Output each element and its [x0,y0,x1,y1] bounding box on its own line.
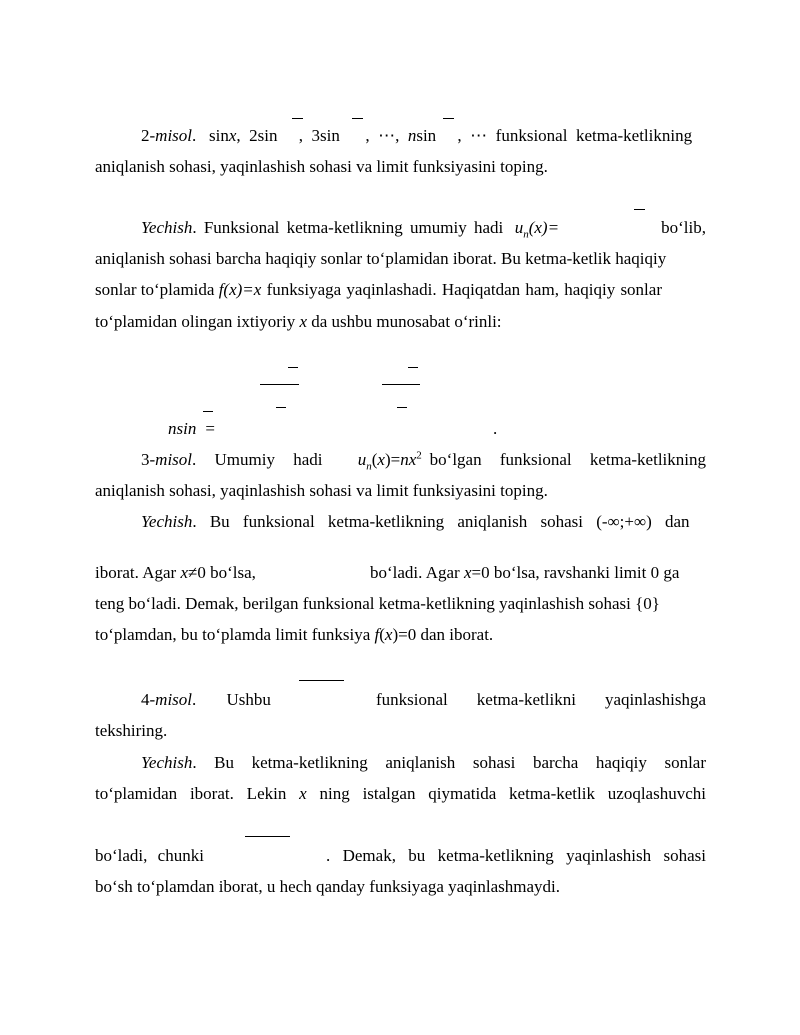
example-4-heading-tail: funksional ketma-ketlikni yaqinlashishga [376,690,706,709]
text-line: to‘plamidan iborat. Lekin x ning istalgan qiymatida ketma-ketlik uzoqlashuvchi [95,784,706,803]
formula-end: . [493,419,498,438]
solution-label: Yechish [141,512,193,531]
fraction-bar [288,367,298,368]
fraction-bar [260,384,299,385]
fraction-bar [382,384,420,385]
example-2-heading-line: 2-misol. sinx, 2sin , 3sin , ⋯, nsin , ⋯ funksional ketma-ketlikning [141,126,693,145]
text-line: aniqlanish sohasi barcha haqiqiy sonlar to‘plamidan iborat. Bu ketma-ketlik haqiqiy [95,249,667,268]
fraction-bar [292,118,303,119]
solution-line: Yechish. Bu funksional ketma-ketlikning aniqlanish sohasi (-∞;+∞) dan [141,512,690,531]
fraction-bar [408,367,418,368]
text-line: to‘plamidan olingan ixtiyoriy x da ushbu munosabat o‘rinli: [95,312,502,331]
example-3-heading-line: 3-misol. Umumiy hadi $u_n(x)=nx^2$ bo‘lgan funksional ketma-ketlikning [141,449,706,473]
fraction-bar [299,680,344,681]
text-line-tail: . Demak, bu ketma-ketlikning yaqinlashish sohasi [326,846,706,865]
fraction-bar [634,209,645,210]
fraction-bar [443,118,454,119]
fraction-bar [203,411,213,412]
text-line: tekshiring. [95,721,168,740]
example-4-heading-line: 4-misol. Ushbu [141,690,271,709]
fraction-bar [276,407,286,408]
fraction-bar [245,836,290,837]
text-line: aniqlanish sohasi, yaqinlashish sohasi va limit funksiyasini toping. [95,481,548,500]
fraction-bar [352,118,363,119]
example-4-label: misol [155,690,193,709]
text-line: iborat. Agar x≠0 bo‘lsa, bo‘ladi. Agar x=0 bo‘lsa, ravshanki limit 0 ga [95,563,680,582]
solution-line: Yechish. Bu ketma-ketlikning aniqlanish sohasi barcha haqiqiy sonlar [141,753,706,772]
solution-line: Yechish. Funksional ketma-ketlikning umumiy hadi $u_n(x)=$ bo‘lib, [141,218,706,241]
text-line: bo‘ladi, chunki [95,846,204,865]
text-line: aniqlanish sohasi, yaqinlashish sohasi va limit funksiyasini toping. [95,157,548,176]
fraction-bar [397,407,407,408]
text-line: teng bo‘ladi. Demak, berilgan funksional ketma-ketlikning yaqinlashish sohasi {0} [95,594,660,613]
text-line: to‘plamdan, bu to‘plamda limit funksiya f(x)=0 dan iborat. [95,625,494,644]
solution-label: Yechish [141,753,193,772]
solution-label: Yechish [141,218,193,237]
example-3-label: misol [155,450,193,469]
example-2-number: 2- [141,126,156,145]
text-line: sonlar to‘plamida f(x)=x funksiyaga yaqinlashadi. Haqiqatdan ham, haqiqiy sonlar [95,280,662,299]
text-line: bo‘sh to‘plamdan iborat, u hech qanday funksiyaga yaqinlashmaydi. [95,877,561,896]
example-2-label: misol [155,126,193,145]
formula-line: nsin = [168,419,215,438]
